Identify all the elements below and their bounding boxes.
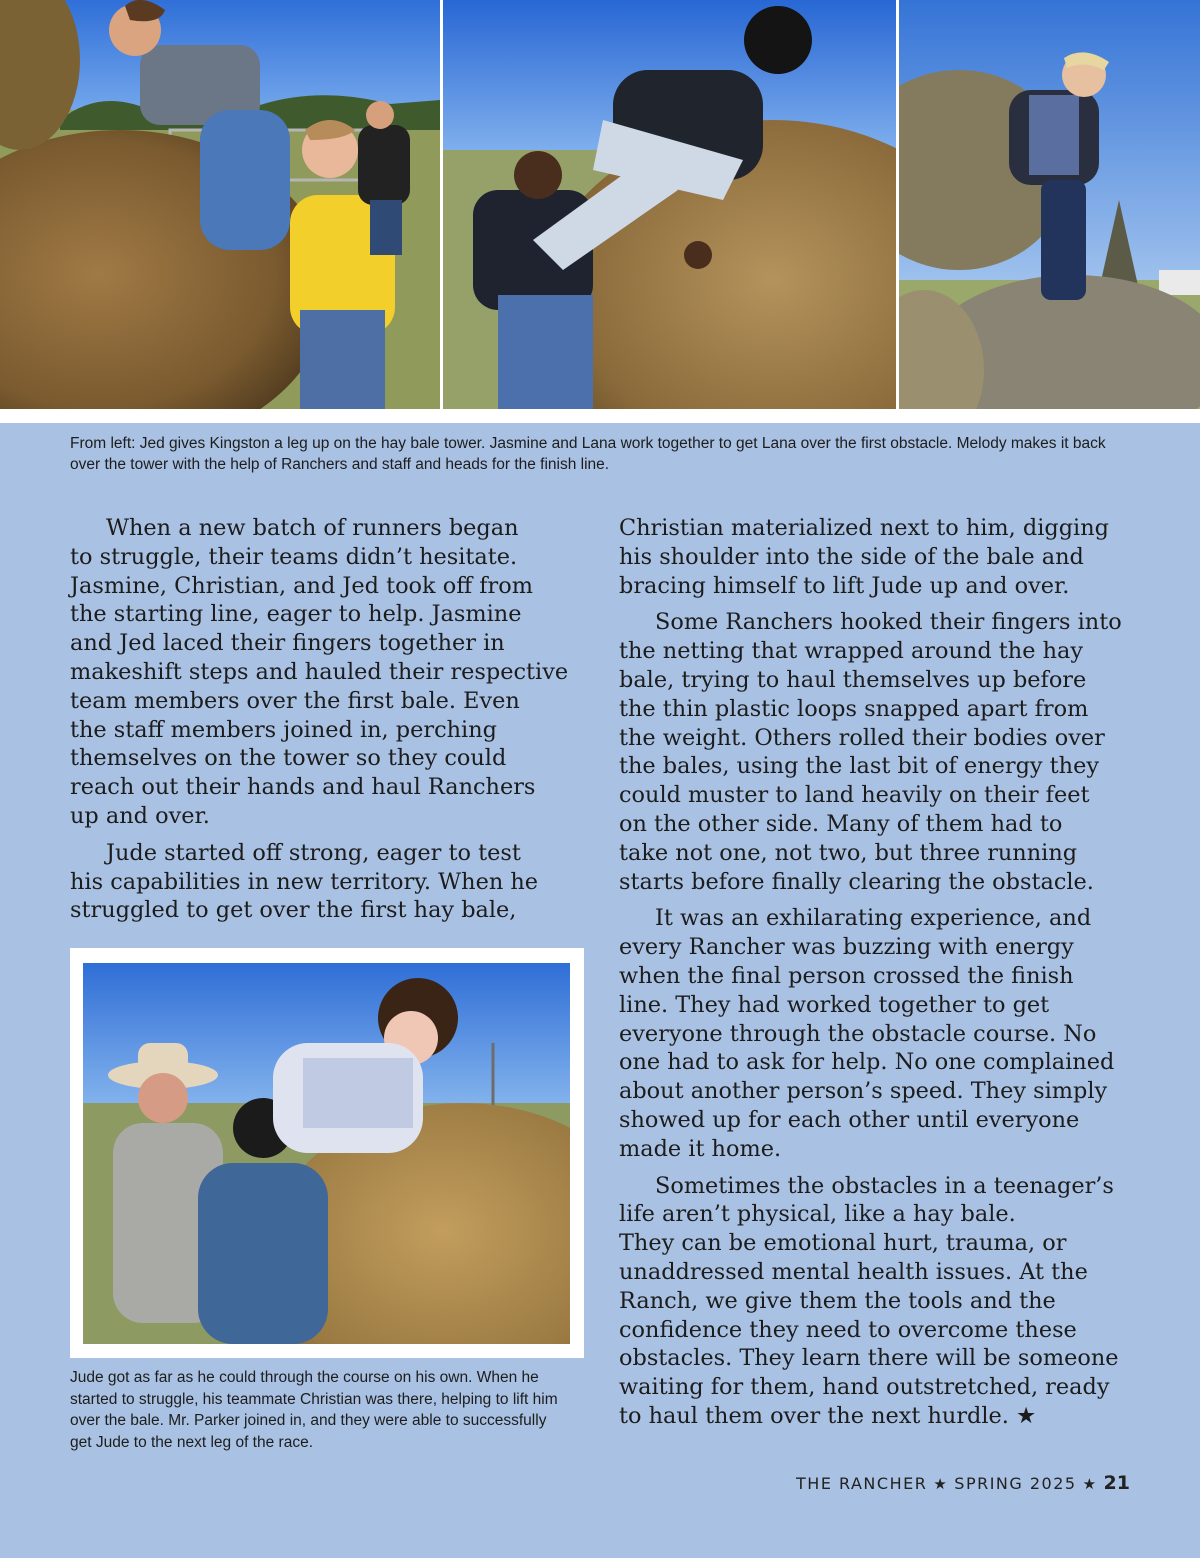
photo-jasmine-lana: [443, 0, 896, 409]
article-column-left: [70, 514, 600, 933]
page-footer: [796, 1472, 1130, 1494]
top-photo-strip: [0, 0, 1200, 409]
article-paragraph-continued: Christian materialized next to him, digging his shoulder into the side of the bale and bracing himself to lift Jude up and over.: [619, 515, 1109, 599]
article-paragraph: Jude started off strong, eager to test his capabilities in new territory. When he struggled to get over the first hay bale,: [70, 839, 539, 924]
photo-jude-christian-parker: [83, 963, 570, 1344]
page-number: 21: [1103, 1472, 1130, 1494]
article-paragraph: It was an exhilarating experience, and every Rancher was buzzing with energy when the final person crossed the finish line. They had worked together to get everyone through the obstacle course. No one had to ask for help. No one complained about another person’s speed. They simply showed up for each other until everyone made it home.: [619, 905, 1115, 1162]
inset-photo-caption: Jude got as far as he could through the course on his own. When he started to struggle, his teammate Christian was there, helping to lift him over the bale. Mr. Parker joined in, and they were able to successfully get Jude to the next leg of the race.: [70, 1369, 558, 1451]
star-icon: ★: [933, 1475, 949, 1493]
inset-photo-frame: [70, 948, 584, 1358]
article-paragraph: When a new batch of runners began to struggle, their teams didn’t hesitate. Jasmine, Christian, and Jed took off from the starting line, eager to help. Jasmine and Jed laced their fingers together in makeshift steps and hauled their respective team members over the first bale. Even the staff members joined in, perching themselves on the tower so they could reach out their hands and haul Ranchers up and over.: [70, 515, 569, 829]
photo-melody: [899, 0, 1200, 409]
photo-strip-rule: [0, 409, 1200, 423]
top-photo-caption: From left: Jed gives Kingston a leg up on the hay bale tower. Jasmine and Lana work together to get Lana over the first obstacle. Melody makes it back over the tower with the help of Ranchers and staff and heads for the finish line.: [70, 435, 1106, 473]
issue-label: SPRING 2025: [954, 1474, 1077, 1493]
photo-jed-kingston: [0, 0, 440, 409]
publication-name: THE RANCHER: [796, 1474, 928, 1493]
article-paragraph: Some Ranchers hooked their fingers into the netting that wrapped around the hay bale, trying to haul themselves up before the thin plastic loops snapped apart from the weight. Others rolled their bodies over the bales, using the last bit of energy they could muster to land heavily on their feet on the other side. Many of them had to take not one, not two, but three running starts before finally clearing the obstacle.: [619, 609, 1122, 895]
article-column-right: [619, 514, 1149, 1439]
article-paragraph: Sometimes the obstacles in a teenager’s life aren’t physical, like a hay bale. They can be emotional hurt, trauma, or unaddressed mental health issues. At the Ranch, we give them the tools and the confidence they need to overcome these obstacles. They learn there will be someone waiting for them, hand outstretched, ready to haul them over the next hurdle. ★: [619, 1172, 1119, 1429]
star-icon: ★: [1082, 1475, 1098, 1493]
